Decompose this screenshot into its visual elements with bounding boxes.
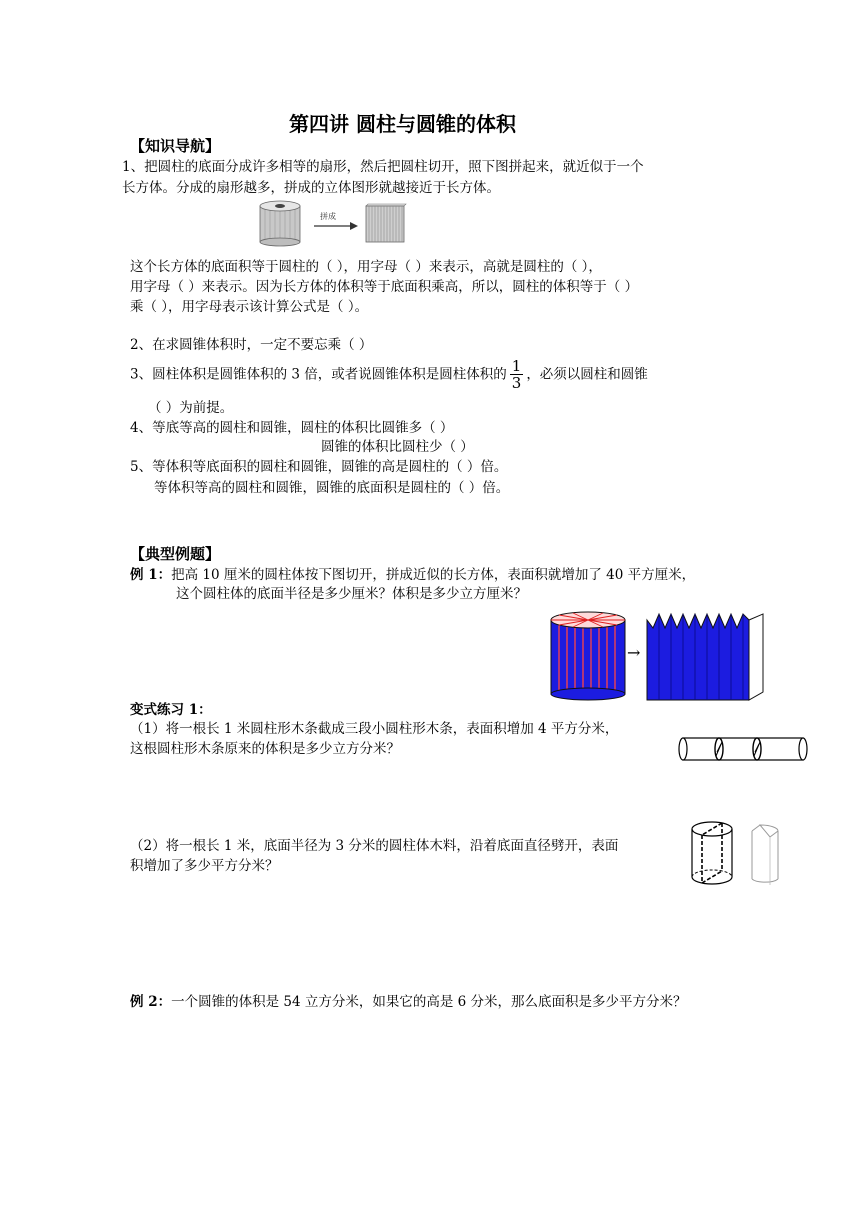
section-heading-knowledge: 【知识导航】 xyxy=(130,137,221,155)
item-4-line-2: 圆锥的体积比圆柱少（ ） xyxy=(321,439,474,455)
item-5-line-1: 5、等体积等底面积的圆柱和圆锥，圆锥的高是圆柱的（ ）倍。 xyxy=(130,459,508,475)
blue-cuboid-diagram xyxy=(645,612,767,702)
item-5-line-2: 等体积等高的圆柱和圆锥，圆锥的底面积是圆柱的（ ）倍。 xyxy=(154,480,510,496)
example-1 xyxy=(130,566,695,584)
practice-1-line-2: 这根圆柱形木条原来的体积是多少立方分米？ xyxy=(130,741,400,757)
blue-cylinder-diagram xyxy=(549,610,631,702)
item-3-text-b: ，必须以圆柱和圆锥 xyxy=(526,366,648,383)
section-heading-examples: 【典型例题】 xyxy=(130,545,221,563)
practice-1-line-1: （1）将一根长 1 米圆柱形木条截成三段小圆柱形木条，表面积增加 4 平方分米， xyxy=(130,721,619,737)
stick-diagram xyxy=(677,734,809,764)
item-2: 2、在求圆锥体积时，一定不要忘乘（ ） xyxy=(130,337,373,353)
paragraph-1-line-1: 1、把圆柱的底面分成许多相等的扇形，然后把圆柱切开，照下图拼起来，就近似于一个 xyxy=(122,159,644,175)
item-4-line-1: 4、等底等高的圆柱和圆锥，圆柱的体积比圆锥多（ ） xyxy=(130,420,454,436)
diagram-label: 拼成 xyxy=(320,212,336,221)
item-3 xyxy=(130,358,648,391)
fraction-numerator: 1 xyxy=(511,357,522,375)
item-3-continued: （ ）为前提。 xyxy=(148,400,234,416)
paragraph-2-line-2: 用字母（ ）来表示。因为长方体的体积等于底面积乘高，所以，圆柱的体积等于（ ） xyxy=(130,279,639,295)
item-3-text-a: 3、圆柱体积是圆锥体积的 3 倍，或者说圆锥体积是圆柱体积的 xyxy=(130,366,507,383)
example-2-label: 例 2： xyxy=(130,994,172,1010)
one-third-fraction xyxy=(510,358,524,391)
example-1-line-2: 这个圆柱体的底面半径是多少厘米？体积是多少立方厘米？ xyxy=(176,586,527,602)
split-cylinder-diagram xyxy=(690,817,785,889)
practice-2-line-1: （2）将一根长 1 米，底面半径为 3 分米的圆柱体木料，沿着底面直径劈开，表面 xyxy=(130,838,619,854)
practice-heading: 变式练习 1： xyxy=(130,702,212,718)
example-1-line-1: 把高 10 厘米的圆柱体按下图切开，拼成近似的长方体，表面积就增加了 40 平方厘米， xyxy=(171,567,696,583)
paragraph-2-line-1: 这个长方体的底面积等于圆柱的（ ），用字母（ ）来表示，高就是圆柱的（ ）， xyxy=(130,259,602,275)
paragraph-1-line-2: 长方体。分成的扇形越多，拼成的立体图形就越接近于长方体。 xyxy=(122,180,500,196)
page-title: 第四讲 圆柱与圆锥的体积 xyxy=(289,112,516,136)
fraction-denominator: 3 xyxy=(511,374,522,392)
example-2-text: 一个圆锥的体积是 54 立方分米，如果它的高是 6 分米，那么底面积是多少平方分米？ xyxy=(171,994,687,1010)
paragraph-2-line-3: 乘（ ），用字母表示该计算公式是（ ）。 xyxy=(130,299,369,315)
example-2 xyxy=(130,993,687,1011)
arrow-icon: → xyxy=(627,643,641,662)
cylinder-to-cuboid-diagram xyxy=(256,198,408,248)
practice-2-line-2: 积增加了多少平方分米？ xyxy=(130,858,279,874)
example-1-label: 例 1： xyxy=(130,567,172,583)
